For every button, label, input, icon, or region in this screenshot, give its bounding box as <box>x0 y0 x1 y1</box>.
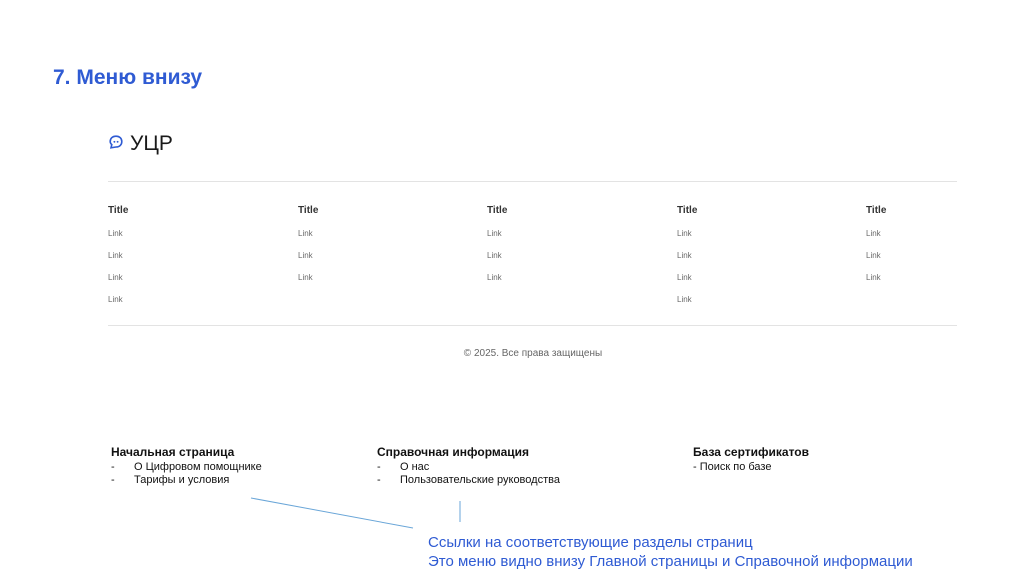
annotation-line-1: Ссылки на соответствующие разделы страниц <box>428 534 753 551</box>
sitemap-item: - Поиск по базе <box>693 461 772 473</box>
footer-link[interactable]: Link <box>487 273 502 282</box>
sitemap-item: - Пользовательские руководства <box>377 474 560 486</box>
footer-column-title: Title <box>866 205 887 216</box>
footer-link[interactable]: Link <box>108 273 123 282</box>
slide-title: 7. Меню внизу <box>53 66 203 89</box>
annotation-note <box>428 533 913 571</box>
sitemap-item: - О Цифровом помощнике <box>111 461 262 473</box>
footer-link[interactable]: Link <box>866 229 881 238</box>
connector-line <box>251 498 413 528</box>
footer-link[interactable]: Link <box>108 295 123 304</box>
footer-link[interactable]: Link <box>487 229 502 238</box>
footer-link[interactable]: Link <box>298 273 313 282</box>
footer-column-title: Title <box>108 205 129 216</box>
footer-link[interactable]: Link <box>108 229 123 238</box>
annotation-line-2: Это меню видно внизу Главной страницы и Справочной информации <box>428 553 913 570</box>
sitemap-heading: Начальная страница <box>111 445 235 459</box>
brand-name: УЦР <box>130 132 173 155</box>
footer-link[interactable]: Link <box>866 251 881 260</box>
footer-link[interactable]: Link <box>298 251 313 260</box>
footer-link[interactable]: Link <box>677 295 692 304</box>
footer-column-title: Title <box>298 205 319 216</box>
sitemap-item: - Тарифы и условия <box>111 474 230 486</box>
footer-column-title: Title <box>677 205 698 216</box>
footer-link[interactable]: Link <box>677 229 692 238</box>
copyright-text: © 2025. Все права защищены <box>463 348 603 359</box>
sitemap-heading: Справочная информация <box>377 445 530 459</box>
footer-link[interactable]: Link <box>866 273 881 282</box>
sitemap-heading: База сертификатов <box>693 445 810 459</box>
sitemap-item: - О нас <box>377 461 430 473</box>
footer-link[interactable]: Link <box>677 251 692 260</box>
footer-link[interactable]: Link <box>487 251 502 260</box>
footer-column-title: Title <box>487 205 508 216</box>
footer-link[interactable]: Link <box>677 273 692 282</box>
footer-link[interactable]: Link <box>298 229 313 238</box>
footer-link[interactable]: Link <box>108 251 123 260</box>
